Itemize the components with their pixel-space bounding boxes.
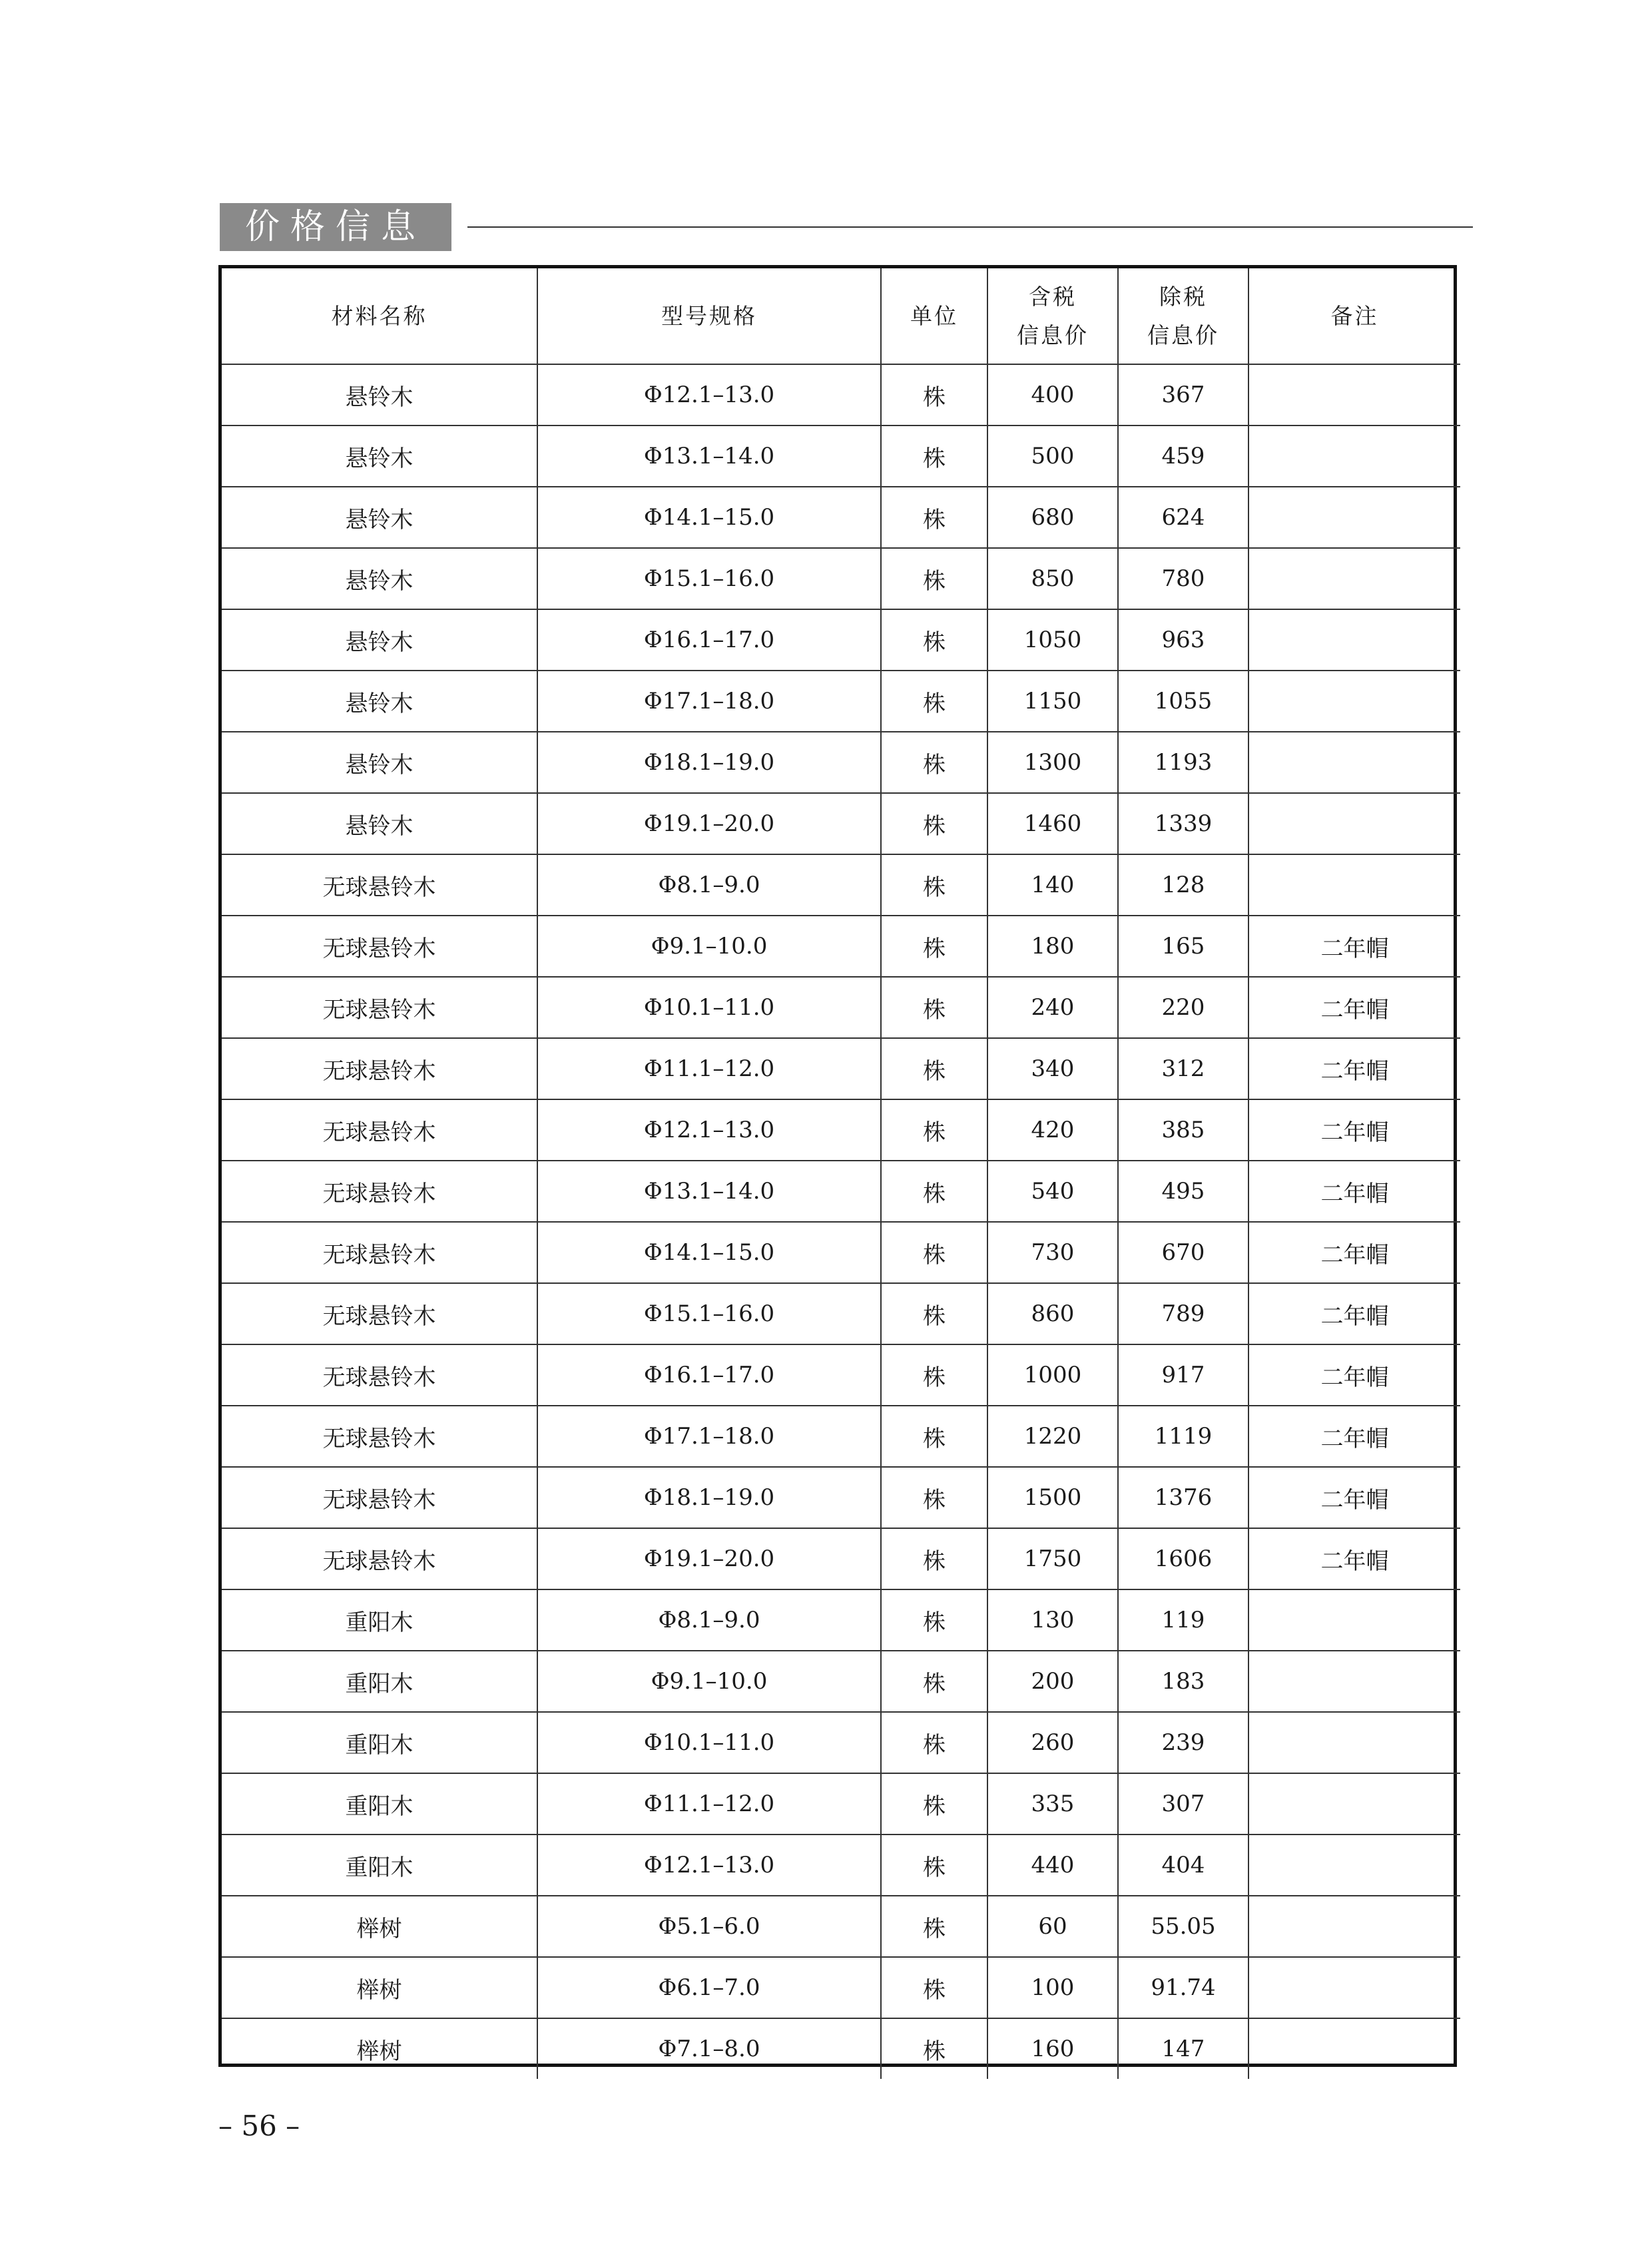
cell-tax-included-price: 60 (987, 1896, 1118, 1957)
cell-note: 二年帽 (1248, 1283, 1460, 1344)
cell-tax-included-price: 1000 (987, 1344, 1118, 1406)
cell-spec: Φ16.1–17.0 (537, 609, 881, 671)
cell-unit: 株 (881, 609, 987, 671)
cell-spec: Φ6.1–7.0 (537, 1957, 881, 2018)
cell-spec: Φ9.1–10.0 (537, 1651, 881, 1712)
price-table-frame (218, 265, 1457, 2067)
cell-tax-excluded-price: 1606 (1118, 1528, 1248, 1589)
table-row (222, 1835, 1460, 1896)
cell-tax-excluded-price: 367 (1118, 364, 1248, 425)
cell-tax-included-price: 335 (987, 1773, 1118, 1835)
table-row (222, 916, 1460, 977)
table-row (222, 793, 1460, 854)
cell-material-name: 悬铃木 (222, 425, 537, 487)
cell-note: 二年帽 (1248, 1161, 1460, 1222)
table-row (222, 1896, 1460, 1957)
cell-tax-included-price: 340 (987, 1038, 1118, 1099)
table-row (222, 1467, 1460, 1528)
cell-unit: 株 (881, 1406, 987, 1467)
cell-spec: Φ14.1–15.0 (537, 487, 881, 548)
cell-note: 二年帽 (1248, 1222, 1460, 1283)
cell-tax-excluded-price: 220 (1118, 977, 1248, 1038)
cell-unit: 株 (881, 1528, 987, 1589)
cell-unit: 株 (881, 1773, 987, 1835)
cell-material-name: 悬铃木 (222, 364, 537, 425)
table-header-row (222, 268, 1460, 364)
cell-spec: Φ13.1–14.0 (537, 425, 881, 487)
section-header (220, 203, 1472, 251)
cell-material-name: 无球悬铃木 (222, 1099, 537, 1161)
cell-material-name: 重阳木 (222, 1773, 537, 1835)
table-row (222, 1406, 1460, 1467)
cell-material-name: 重阳木 (222, 1651, 537, 1712)
cell-unit: 株 (881, 487, 987, 548)
cell-material-name: 悬铃木 (222, 548, 537, 609)
table-row (222, 1038, 1460, 1099)
cell-material-name: 无球悬铃木 (222, 1467, 537, 1528)
header-tax-included-line2: 信息价 (1017, 322, 1089, 348)
cell-tax-excluded-price: 165 (1118, 916, 1248, 977)
cell-tax-included-price: 200 (987, 1651, 1118, 1712)
cell-tax-excluded-price: 1376 (1118, 1467, 1248, 1528)
cell-note (1248, 1773, 1460, 1835)
cell-tax-included-price: 420 (987, 1099, 1118, 1161)
table-row (222, 1773, 1460, 1835)
cell-note (1248, 487, 1460, 548)
cell-unit: 株 (881, 977, 987, 1038)
cell-note (1248, 1896, 1460, 1957)
cell-note: 二年帽 (1248, 1467, 1460, 1528)
header-tax-excluded-price (1118, 268, 1248, 364)
cell-material-name: 悬铃木 (222, 487, 537, 548)
cell-material-name: 榉树 (222, 2018, 537, 2079)
table-row (222, 487, 1460, 548)
cell-spec: Φ12.1–13.0 (537, 364, 881, 425)
header-material-name: 材料名称 (222, 268, 537, 364)
cell-spec: Φ17.1–18.0 (537, 1406, 881, 1467)
cell-spec: Φ16.1–17.0 (537, 1344, 881, 1406)
cell-note (1248, 548, 1460, 609)
cell-tax-included-price: 400 (987, 364, 1118, 425)
cell-tax-included-price: 100 (987, 1957, 1118, 2018)
cell-tax-excluded-price: 963 (1118, 609, 1248, 671)
table-row (222, 1283, 1460, 1344)
cell-tax-included-price: 850 (987, 548, 1118, 609)
cell-unit: 株 (881, 1589, 987, 1651)
cell-tax-excluded-price: 147 (1118, 2018, 1248, 2079)
cell-note (1248, 1651, 1460, 1712)
cell-material-name: 榉树 (222, 1896, 537, 1957)
cell-tax-excluded-price: 1055 (1118, 671, 1248, 732)
cell-tax-included-price: 860 (987, 1283, 1118, 1344)
cell-spec: Φ10.1–11.0 (537, 977, 881, 1038)
cell-material-name: 悬铃木 (222, 793, 537, 854)
cell-unit: 株 (881, 916, 987, 977)
cell-note: 二年帽 (1248, 1038, 1460, 1099)
cell-spec: Φ8.1–9.0 (537, 1589, 881, 1651)
cell-tax-excluded-price: 780 (1118, 548, 1248, 609)
cell-note: 二年帽 (1248, 916, 1460, 977)
header-tax-included-price (987, 268, 1118, 364)
cell-unit: 株 (881, 1896, 987, 1957)
cell-spec: Φ9.1–10.0 (537, 916, 881, 977)
cell-unit: 株 (881, 1835, 987, 1896)
cell-note (1248, 1835, 1460, 1896)
section-title: 价格信息 (220, 203, 451, 251)
cell-unit: 株 (881, 1957, 987, 2018)
cell-material-name: 无球悬铃木 (222, 1283, 537, 1344)
cell-unit: 株 (881, 364, 987, 425)
table-row (222, 1528, 1460, 1589)
price-table (222, 268, 1460, 2079)
cell-tax-included-price: 1220 (987, 1406, 1118, 1467)
table-body (222, 364, 1460, 2079)
cell-tax-included-price: 680 (987, 487, 1118, 548)
cell-tax-excluded-price: 183 (1118, 1651, 1248, 1712)
cell-unit: 株 (881, 1712, 987, 1773)
table-row (222, 364, 1460, 425)
cell-tax-excluded-price: 670 (1118, 1222, 1248, 1283)
cell-tax-included-price: 1150 (987, 671, 1118, 732)
cell-unit: 株 (881, 1651, 987, 1712)
table-row (222, 1344, 1460, 1406)
cell-spec: Φ13.1–14.0 (537, 1161, 881, 1222)
cell-note (1248, 425, 1460, 487)
section-divider (467, 226, 1473, 228)
cell-material-name: 悬铃木 (222, 732, 537, 793)
cell-unit: 株 (881, 1222, 987, 1283)
cell-unit: 株 (881, 548, 987, 609)
header-tax-excluded-line1: 除税 (1159, 283, 1207, 310)
cell-spec: Φ11.1–12.0 (537, 1773, 881, 1835)
cell-spec: Φ14.1–15.0 (537, 1222, 881, 1283)
page-number: – 56 – (218, 2110, 300, 2142)
cell-spec: Φ15.1–16.0 (537, 1283, 881, 1344)
cell-note: 二年帽 (1248, 1099, 1460, 1161)
cell-unit: 株 (881, 1467, 987, 1528)
cell-spec: Φ10.1–11.0 (537, 1712, 881, 1773)
cell-material-name: 无球悬铃木 (222, 1222, 537, 1283)
cell-note (1248, 854, 1460, 916)
cell-tax-included-price: 1500 (987, 1467, 1118, 1528)
cell-material-name: 榉树 (222, 1957, 537, 2018)
table-row (222, 1651, 1460, 1712)
cell-tax-included-price: 160 (987, 2018, 1118, 2079)
table-row (222, 1589, 1460, 1651)
header-tax-excluded-line2: 信息价 (1147, 322, 1219, 348)
table-row (222, 2018, 1460, 2079)
cell-material-name: 无球悬铃木 (222, 1344, 537, 1406)
cell-material-name: 无球悬铃木 (222, 1528, 537, 1589)
cell-spec: Φ12.1–13.0 (537, 1099, 881, 1161)
cell-tax-included-price: 1460 (987, 793, 1118, 854)
cell-tax-excluded-price: 624 (1118, 487, 1248, 548)
cell-tax-included-price: 440 (987, 1835, 1118, 1896)
cell-unit: 株 (881, 671, 987, 732)
cell-note (1248, 1589, 1460, 1651)
cell-spec: Φ5.1–6.0 (537, 1896, 881, 1957)
cell-tax-excluded-price: 91.74 (1118, 1957, 1248, 2018)
cell-tax-included-price: 260 (987, 1712, 1118, 1773)
cell-note (1248, 671, 1460, 732)
cell-note: 二年帽 (1248, 1406, 1460, 1467)
cell-spec: Φ19.1–20.0 (537, 1528, 881, 1589)
table-row (222, 548, 1460, 609)
cell-tax-excluded-price: 239 (1118, 1712, 1248, 1773)
cell-spec: Φ8.1–9.0 (537, 854, 881, 916)
cell-spec: Φ12.1–13.0 (537, 1835, 881, 1896)
cell-material-name: 悬铃木 (222, 671, 537, 732)
table-row (222, 425, 1460, 487)
cell-note (1248, 1712, 1460, 1773)
cell-unit: 株 (881, 793, 987, 854)
cell-tax-excluded-price: 917 (1118, 1344, 1248, 1406)
cell-tax-excluded-price: 1193 (1118, 732, 1248, 793)
cell-unit: 株 (881, 425, 987, 487)
cell-note (1248, 2018, 1460, 2079)
cell-spec: Φ18.1–19.0 (537, 732, 881, 793)
table-row (222, 1957, 1460, 2018)
cell-unit: 株 (881, 732, 987, 793)
cell-tax-excluded-price: 385 (1118, 1099, 1248, 1161)
cell-unit: 株 (881, 1161, 987, 1222)
table-row (222, 977, 1460, 1038)
table-row (222, 609, 1460, 671)
cell-tax-excluded-price: 1339 (1118, 793, 1248, 854)
cell-tax-included-price: 730 (987, 1222, 1118, 1283)
cell-unit: 株 (881, 854, 987, 916)
cell-tax-included-price: 1750 (987, 1528, 1118, 1589)
cell-unit: 株 (881, 1344, 987, 1406)
table-row (222, 732, 1460, 793)
header-note: 备注 (1248, 268, 1460, 364)
cell-tax-included-price: 180 (987, 916, 1118, 977)
cell-note: 二年帽 (1248, 1344, 1460, 1406)
cell-tax-excluded-price: 459 (1118, 425, 1248, 487)
table-row (222, 1222, 1460, 1283)
cell-material-name: 无球悬铃木 (222, 1161, 537, 1222)
cell-spec: Φ19.1–20.0 (537, 793, 881, 854)
cell-spec: Φ17.1–18.0 (537, 671, 881, 732)
cell-tax-excluded-price: 312 (1118, 1038, 1248, 1099)
cell-material-name: 无球悬铃木 (222, 854, 537, 916)
cell-material-name: 重阳木 (222, 1712, 537, 1773)
cell-tax-excluded-price: 404 (1118, 1835, 1248, 1896)
cell-note (1248, 1957, 1460, 2018)
cell-tax-included-price: 540 (987, 1161, 1118, 1222)
table-row (222, 1099, 1460, 1161)
cell-note (1248, 609, 1460, 671)
cell-material-name: 重阳木 (222, 1835, 537, 1896)
cell-tax-included-price: 140 (987, 854, 1118, 916)
cell-tax-excluded-price: 1119 (1118, 1406, 1248, 1467)
cell-spec: Φ11.1–12.0 (537, 1038, 881, 1099)
cell-note: 二年帽 (1248, 1528, 1460, 1589)
cell-unit: 株 (881, 1038, 987, 1099)
cell-note: 二年帽 (1248, 977, 1460, 1038)
cell-tax-included-price: 500 (987, 425, 1118, 487)
cell-material-name: 无球悬铃木 (222, 977, 537, 1038)
cell-spec: Φ7.1–8.0 (537, 2018, 881, 2079)
cell-spec: Φ18.1–19.0 (537, 1467, 881, 1528)
cell-tax-included-price: 130 (987, 1589, 1118, 1651)
cell-material-name: 无球悬铃木 (222, 1038, 537, 1099)
cell-material-name: 无球悬铃木 (222, 916, 537, 977)
table-row (222, 1161, 1460, 1222)
cell-material-name: 悬铃木 (222, 609, 537, 671)
cell-tax-included-price: 1300 (987, 732, 1118, 793)
cell-tax-included-price: 240 (987, 977, 1118, 1038)
cell-tax-excluded-price: 307 (1118, 1773, 1248, 1835)
cell-unit: 株 (881, 1099, 987, 1161)
table-row (222, 854, 1460, 916)
table-row (222, 1712, 1460, 1773)
cell-note (1248, 793, 1460, 854)
cell-tax-excluded-price: 789 (1118, 1283, 1248, 1344)
cell-unit: 株 (881, 2018, 987, 2079)
cell-tax-excluded-price: 119 (1118, 1589, 1248, 1651)
cell-spec: Φ15.1–16.0 (537, 548, 881, 609)
header-spec: 型号规格 (537, 268, 881, 364)
header-tax-included-line1: 含税 (1029, 283, 1077, 310)
cell-material-name: 重阳木 (222, 1589, 537, 1651)
cell-unit: 株 (881, 1283, 987, 1344)
table-row (222, 671, 1460, 732)
header-unit: 单位 (881, 268, 987, 364)
cell-material-name: 无球悬铃木 (222, 1406, 537, 1467)
cell-tax-excluded-price: 495 (1118, 1161, 1248, 1222)
cell-tax-excluded-price: 55.05 (1118, 1896, 1248, 1957)
cell-note (1248, 364, 1460, 425)
cell-tax-included-price: 1050 (987, 609, 1118, 671)
cell-note (1248, 732, 1460, 793)
cell-tax-excluded-price: 128 (1118, 854, 1248, 916)
